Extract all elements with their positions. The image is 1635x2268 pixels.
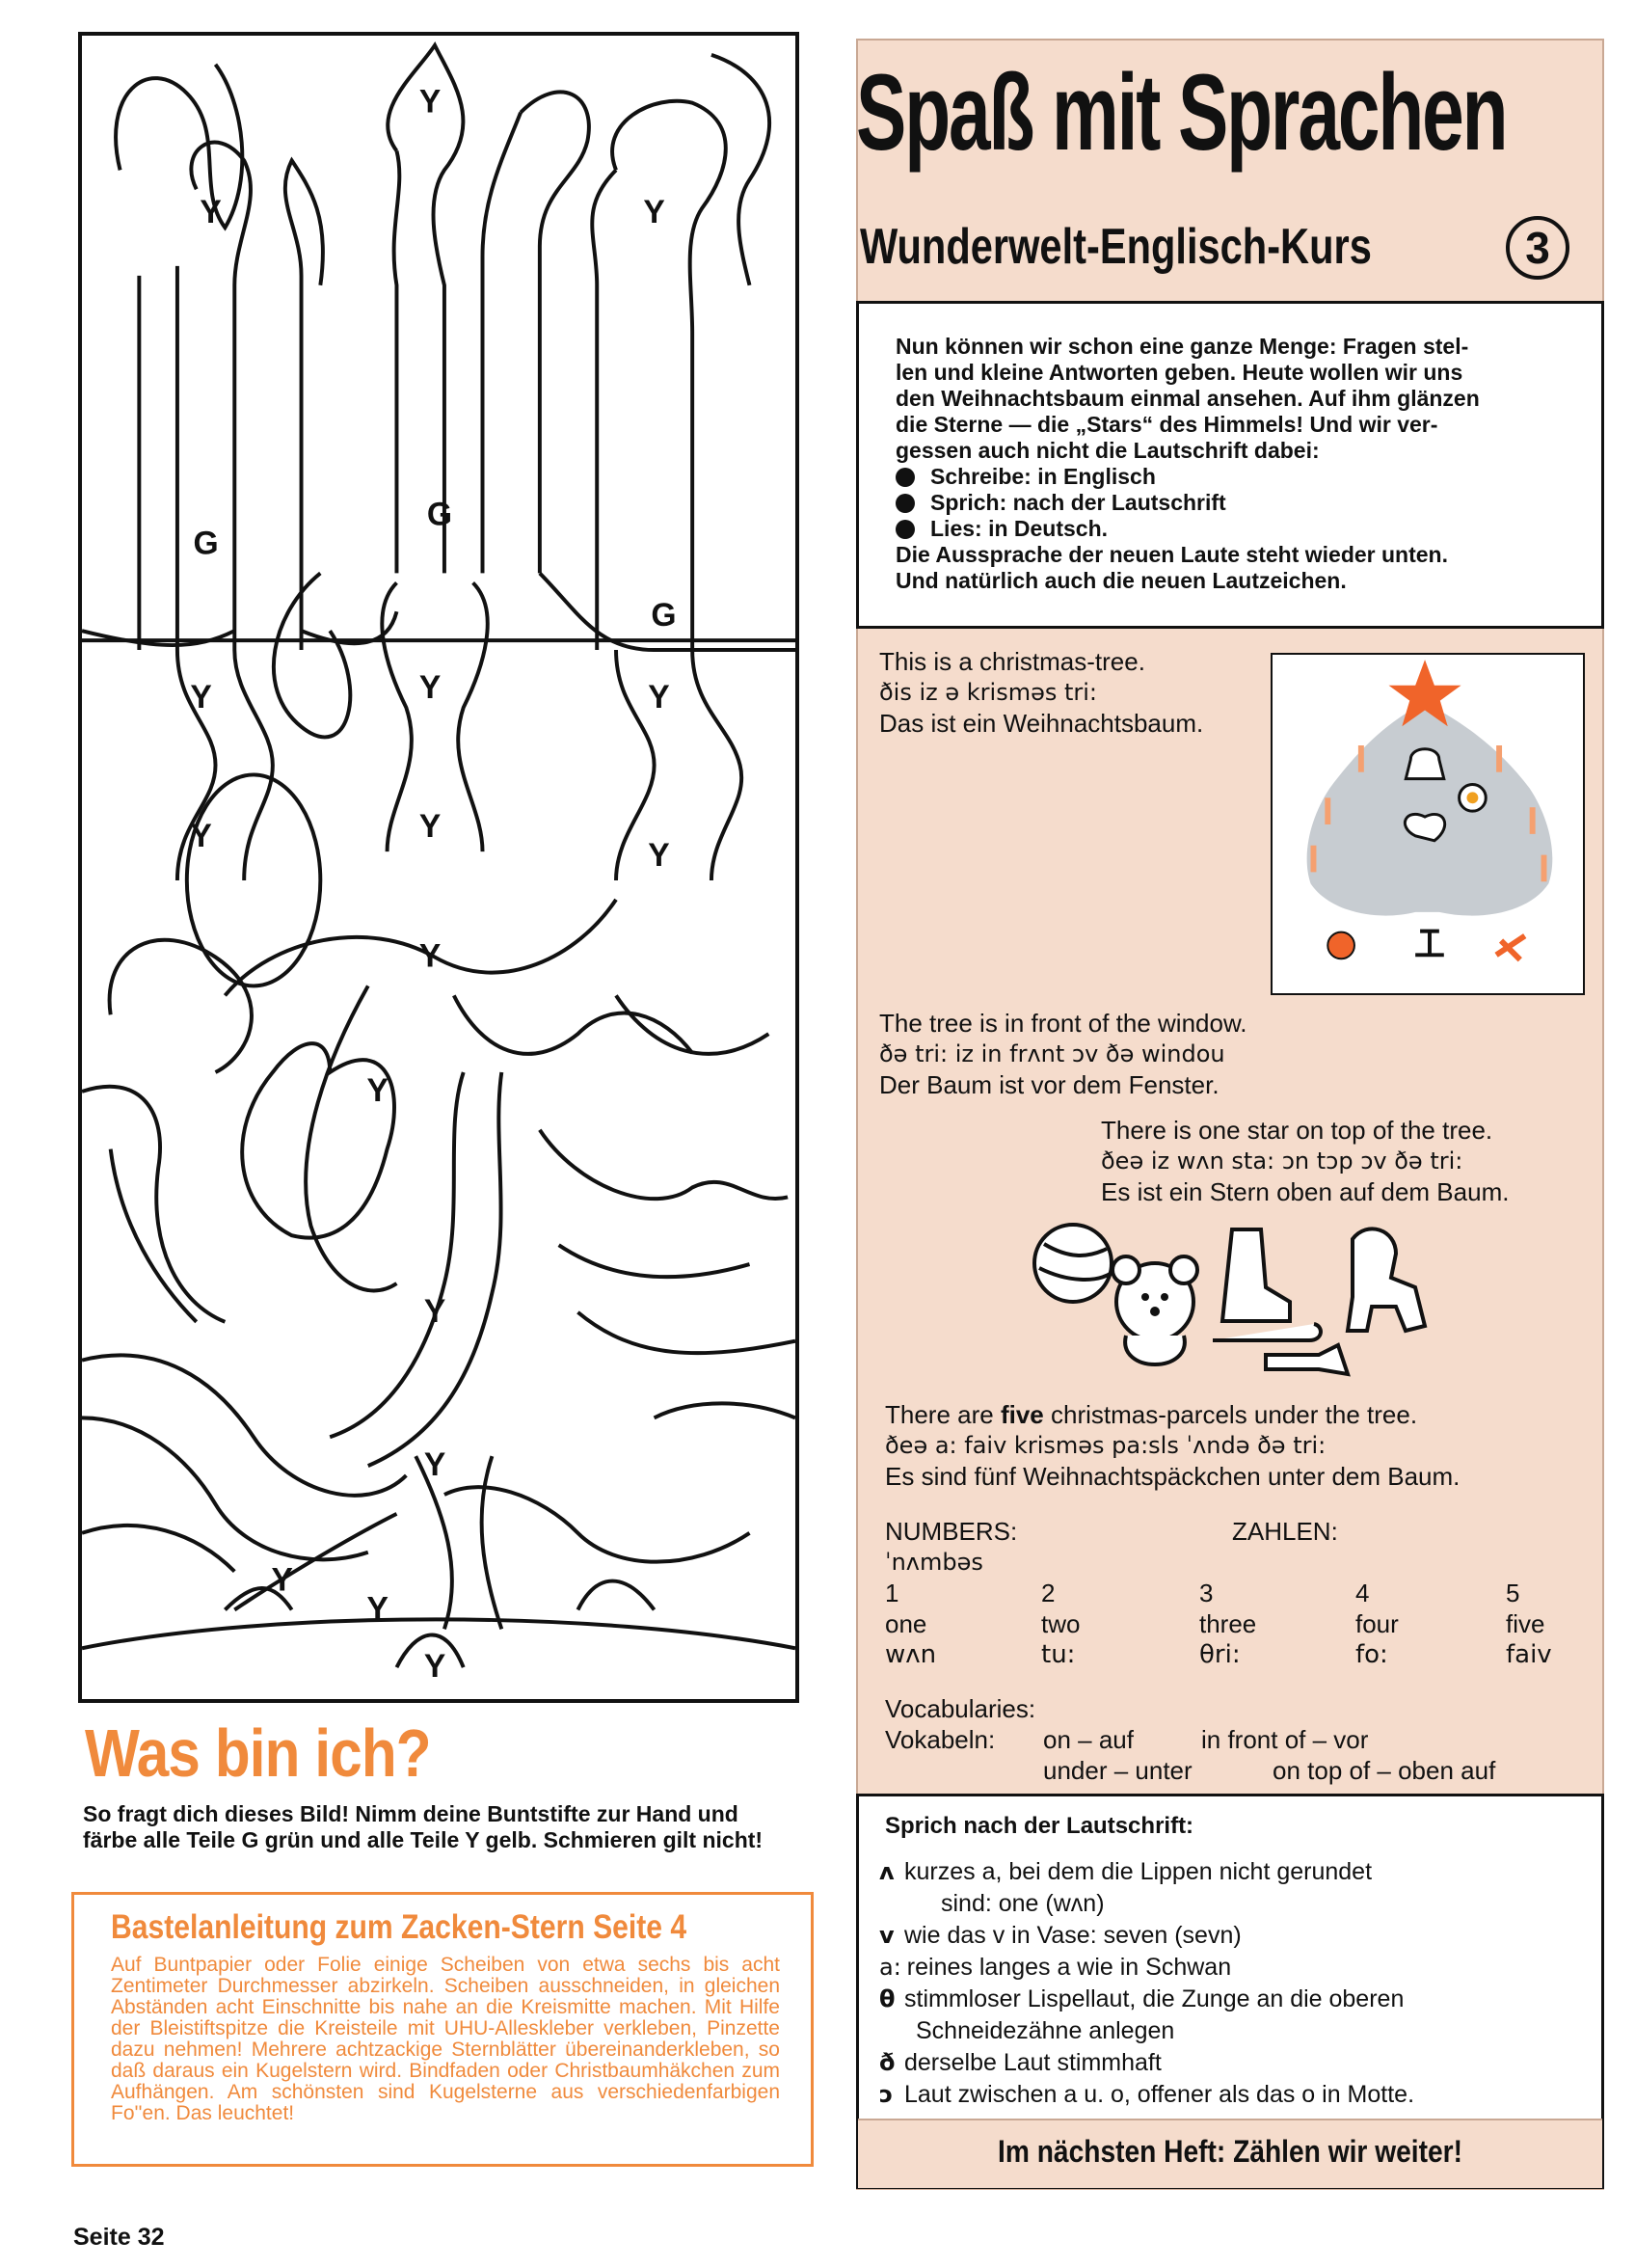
number-digit: 4 — [1355, 1579, 1370, 1607]
number-phonetic: fo: — [1355, 1640, 1388, 1669]
number-phonetic: tu: — [1041, 1640, 1076, 1669]
course-subtitle: Wunderwelt-Englisch-Kurs — [860, 219, 1372, 275]
sentence-german: Das ist ein Weihnachtsbaum. — [879, 709, 1204, 738]
numbers-phonetic: ˈnʌmbəs — [885, 1549, 983, 1576]
region-label: G — [651, 597, 677, 634]
numbers-label: NUMBERS: — [885, 1517, 1018, 1546]
vocab-item: on top of – oben auf — [1273, 1756, 1496, 1785]
bullet-icon — [896, 520, 915, 539]
intro-line: den Weihnachtsbaum einmal ansehen. Auf ihm glänzen — [896, 386, 1480, 411]
intro-bullet: Lies: in Deutsch. — [896, 516, 1570, 542]
vocab-item: on – auf — [1043, 1725, 1134, 1754]
intro-bullet: Schreibe: in Englisch — [896, 464, 1570, 490]
region-label: Y — [423, 1445, 446, 1484]
number-digit: 1 — [885, 1579, 899, 1607]
pronunciation-item: ð derselbe Laut stimmhaft — [879, 2049, 1162, 2076]
intro-line: len und kleine Antworten geben. Heute wollen wir uns — [896, 360, 1463, 385]
craft-instructions-title: Bastelanleitung zum Zacken-Stern Seite 4 — [111, 1908, 687, 1946]
region-label: G — [193, 525, 219, 562]
sentence-english: There is one star on top of the tree. — [1101, 1116, 1493, 1145]
number-word: one — [885, 1609, 927, 1638]
bullet-icon — [896, 494, 915, 513]
number-digit: 5 — [1506, 1579, 1520, 1607]
sentence-german: Es ist ein Stern oben auf dem Baum. — [1101, 1177, 1510, 1206]
craft-instructions-box — [71, 1892, 814, 2167]
intro-line: Und natürlich auch die neuen Lautzeichen. — [896, 568, 1347, 593]
sentence-german: Der Baum ist vor dem Fenster. — [879, 1070, 1220, 1099]
region-label: Y — [418, 937, 442, 975]
sentence-phonetic: ðeə iz wʌn sta: ɔn tɔp ɔv ðə tri: — [1101, 1148, 1463, 1174]
zahlen-label: ZAHLEN: — [1232, 1517, 1338, 1546]
region-label: G — [426, 496, 453, 533]
region-label: Y — [366, 1071, 389, 1109]
was-bin-ich-instructions: So fragt dich dieses Bild! Nimm deine Buntstifte zur Hand und färbe alle Teile G grün und alle Teile Y gelb. Schmieren gilt nicht! — [83, 1801, 764, 1852]
was-bin-ich-title: Was bin ich? — [85, 1715, 431, 1791]
sentence-german: Es sind fünf Weihnachtspäckchen unter dem Baum. — [885, 1462, 1461, 1491]
pronunciation-item: Schneidezähne anlegen — [916, 2017, 1175, 2044]
toys-illustration — [1030, 1210, 1454, 1384]
vocab-item: in front of – vor — [1201, 1725, 1369, 1754]
vocabularies-label: Vocabularies: — [885, 1694, 1036, 1723]
number-word: five — [1506, 1609, 1545, 1638]
intro-box — [856, 301, 1604, 629]
toys-icon — [1030, 1210, 1454, 1384]
pronunciation-item: v wie das v in Vase: seven (sevn) — [879, 1922, 1242, 1949]
region-label: Y — [418, 808, 442, 846]
page-title: Spaß mit Sprachen — [856, 52, 1507, 173]
region-label: Y — [190, 818, 212, 855]
sentence-english: There are five christmas-parcels under the tree. — [885, 1400, 1418, 1429]
number-phonetic: wʌn — [885, 1640, 937, 1669]
vokabeln-label: Vokabeln: — [885, 1725, 996, 1754]
number-phonetic: faiv — [1506, 1640, 1552, 1669]
coloring-picture — [78, 32, 799, 1703]
intro-bullet: Sprich: nach der Lautschrift — [896, 490, 1570, 516]
number-word: three — [1199, 1609, 1257, 1638]
pronunciation-title: Sprich nach der Lautschrift: — [885, 1813, 1194, 1839]
sentence-english: The tree is in front of the window. — [879, 1009, 1247, 1038]
intro-line: die Sterne — die „Stars“ des Himmels! Und wir ver- — [896, 412, 1438, 437]
sentence-phonetic: ðis iz ə krisməs tri: — [879, 679, 1098, 706]
intro-line: Nun können wir schon eine ganze Menge: Fragen stel- — [896, 334, 1469, 359]
number-word: two — [1041, 1609, 1081, 1638]
region-label: Y — [423, 1648, 446, 1686]
pronunciation-item: a: reines langes a wie in Schwan — [879, 1954, 1232, 1981]
intro-line: gessen auch nicht die Lautschrift dabei: — [896, 438, 1320, 463]
region-label: Y — [418, 668, 442, 706]
christmas-tree-illustration — [1271, 653, 1585, 995]
region-label: Y — [418, 83, 442, 121]
number-phonetic: θri: — [1199, 1640, 1241, 1669]
region-label: Y — [643, 194, 665, 231]
sentence-phonetic: ðeə a: faiv krisməs pa:sls ˈʌndə ðə tri: — [885, 1432, 1327, 1459]
region-label: Y — [190, 678, 212, 716]
pronunciation-item: ɔ Laut zwischen a u. o, offener als das o in Motte. — [879, 2081, 1415, 2108]
region-label: Y — [648, 678, 670, 716]
region-label: Y — [271, 1561, 293, 1599]
region-label: Y — [366, 1590, 389, 1628]
region-label: Y — [648, 836, 670, 875]
region-labels — [190, 84, 676, 1686]
pronunciation-item: ʌ kurzes a, bei dem die Lippen nicht gerundet — [879, 1858, 1373, 1885]
number-word: four — [1355, 1609, 1399, 1638]
region-label: Y — [423, 1292, 446, 1330]
number-digit: 2 — [1041, 1579, 1056, 1607]
sentence-phonetic: ðə tri: iz in frʌnt ɔv ðə windou — [879, 1040, 1225, 1067]
page-number: Seite 32 — [73, 2224, 165, 2251]
next-issue-text: Im nächsten Heft: Zählen wir weiter! — [998, 2134, 1462, 2169]
sentence-english: This is a christmas-tree. — [879, 647, 1145, 676]
coloring-outline-drawing — [82, 36, 795, 1699]
pronunciation-item: θ stimmloser Lispellaut, die Zunge an die oberen — [879, 1985, 1405, 2012]
intro-line: Die Aussprache der neuen Laute steht wieder unten. — [896, 542, 1449, 567]
region-label: Y — [200, 194, 222, 231]
course-number-badge: 3 — [1506, 216, 1569, 280]
vocab-item: under – unter — [1043, 1756, 1193, 1785]
pronunciation-item: sind: one (wʌn) — [941, 1890, 1105, 1917]
number-digit: 3 — [1199, 1579, 1214, 1607]
christmas-tree-icon — [1273, 655, 1583, 993]
craft-instructions-text: Auf Buntpapier oder Folie einige Scheiben von etwa sechs bis acht Zentimeter Durchmesser abzirkeln. Scheiben ausschneiden, in gleichen Abständen acht Einschnitte bis nahe an die Kreismitte machen. Mit Hilfe der Bleistiftspitze die Kreisteile mit UHU-Alleskleber verkleben, Pinzette dazu nehmen! Mehrere achtzackige Sternblätter übereinanderkleben, so daß daraus ein Kugelstern wird. Bindfaden oder Christbaumhäkchen zum Aufhängen. Am schönsten sind Kugelsterne aus verschiedenfarbigen Fo''en. Das leuchtet! — [111, 1954, 780, 2124]
bullet-icon — [896, 468, 915, 487]
